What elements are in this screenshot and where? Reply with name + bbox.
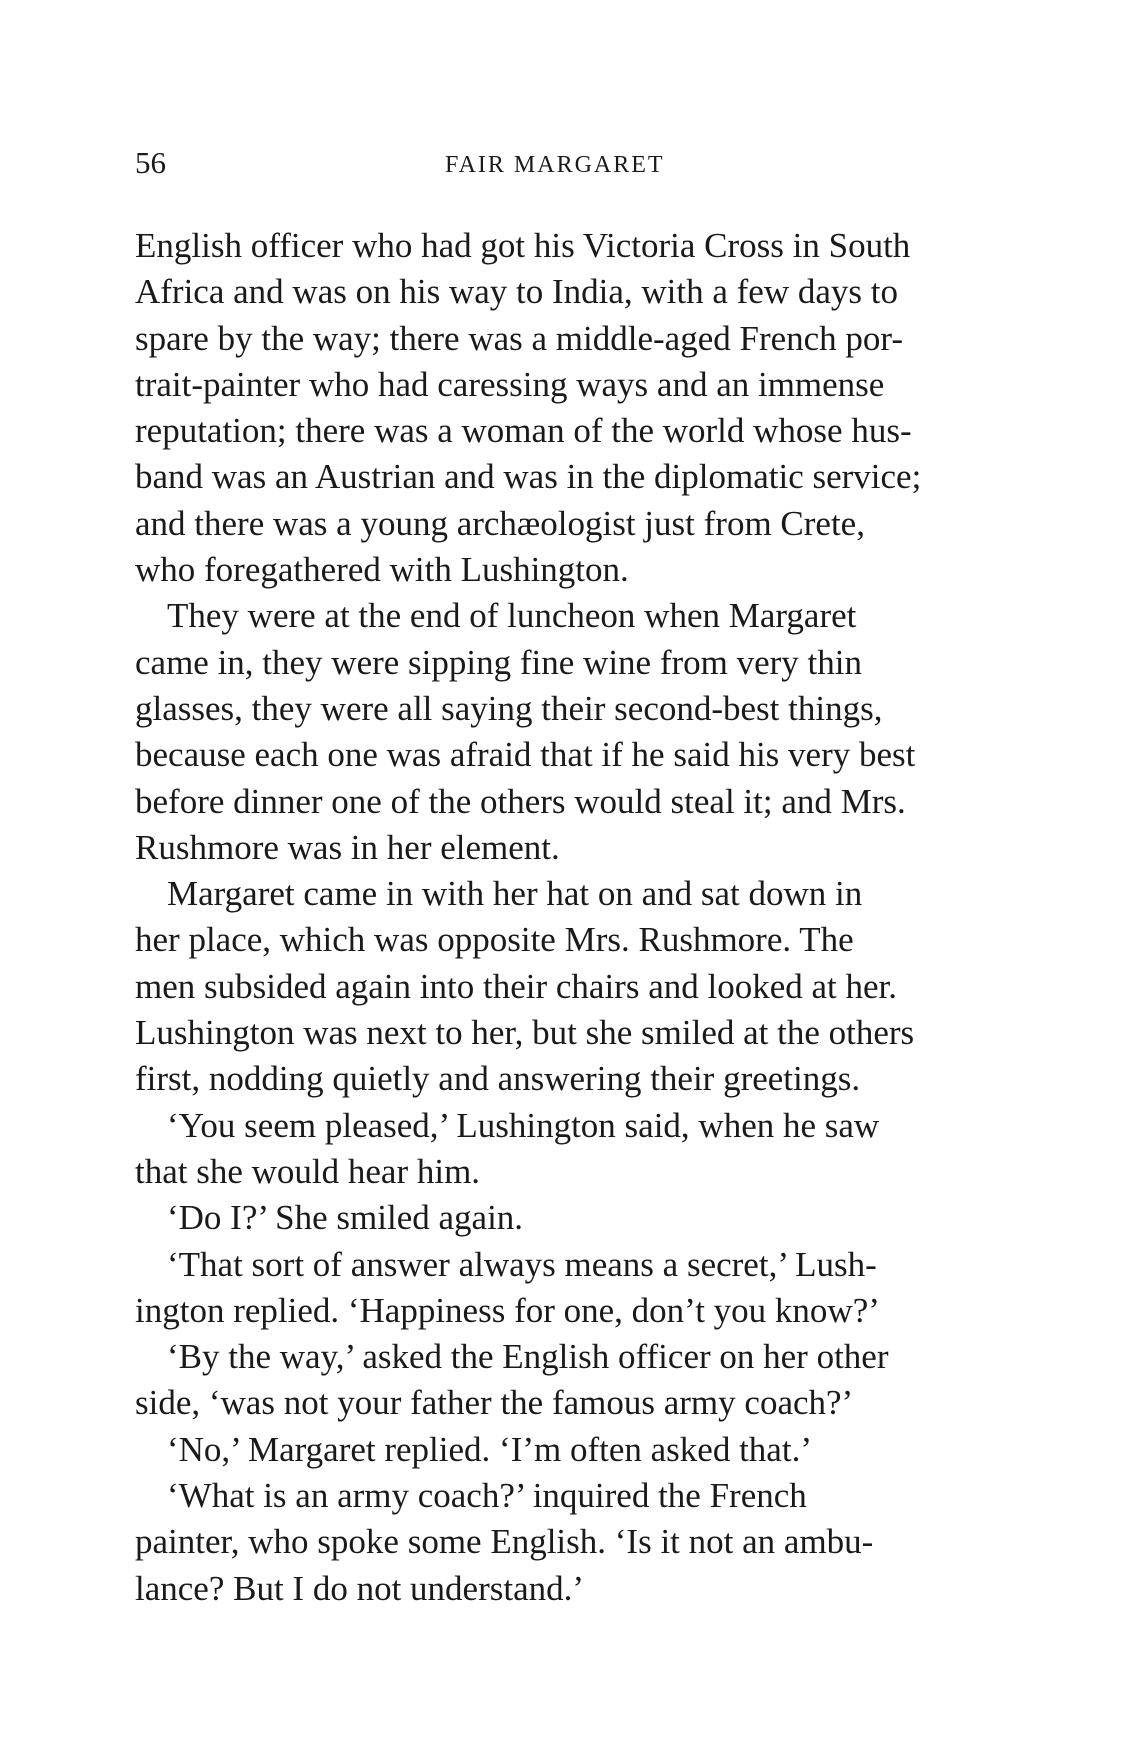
paragraph: Margaret came in with her hat on and sat down in her place, which was opposite Mrs. Rushmore. The men subsided again into their chairs and looked at her. Lushington was next to her, but she smiled at the others first, nodding quietly and answering their greetings.	[135, 874, 915, 1099]
body-text	[135, 223, 1015, 1612]
paragraph: ‘Do I?’ She smiled again.	[167, 1198, 524, 1238]
paragraph: ‘What is an army coach?’ inquired the French painter, who spoke some English. ‘Is it not an ambu- lance? But I do not understand.’	[135, 1476, 874, 1608]
paragraph-continued: English officer who had got his Victoria Cross in South Africa and was on his way to India, with a few days to spare by the way; there was a middle-aged French por- trait-painter who had caressing ways and an immense reputation; there was a woman of the world whose hus- band was an Austrian and was in the diplomatic service; and there was a young archæologist just from Crete, who foregathered with Lushington.	[135, 226, 922, 590]
page-number: 56	[135, 145, 166, 180]
paragraph: ‘No,’ Margaret replied. ‘I’m often asked that.’	[167, 1429, 812, 1469]
running-title: FAIR MARGARET	[445, 152, 665, 178]
paragraph: ‘By the way,’ asked the English officer on her other side, ‘was not your father the famous army coach?’	[135, 1337, 889, 1423]
running-head	[135, 145, 1015, 185]
paragraph: ‘That sort of answer always means a secret,’ Lush- ington replied. ‘Happiness for one, don’t you know?’	[135, 1244, 880, 1330]
paragraph: ‘You seem pleased,’ Lushington said, when he saw that she would hear him.	[135, 1105, 880, 1191]
paragraph: They were at the end of luncheon when Margaret came in, they were sipping fine wine from very thin glasses, they were all saying their second-best things, because each one was afraid that if he said his very best before dinner one of the others would steal it; and Mrs. Rushmore was in her element.	[135, 596, 916, 867]
